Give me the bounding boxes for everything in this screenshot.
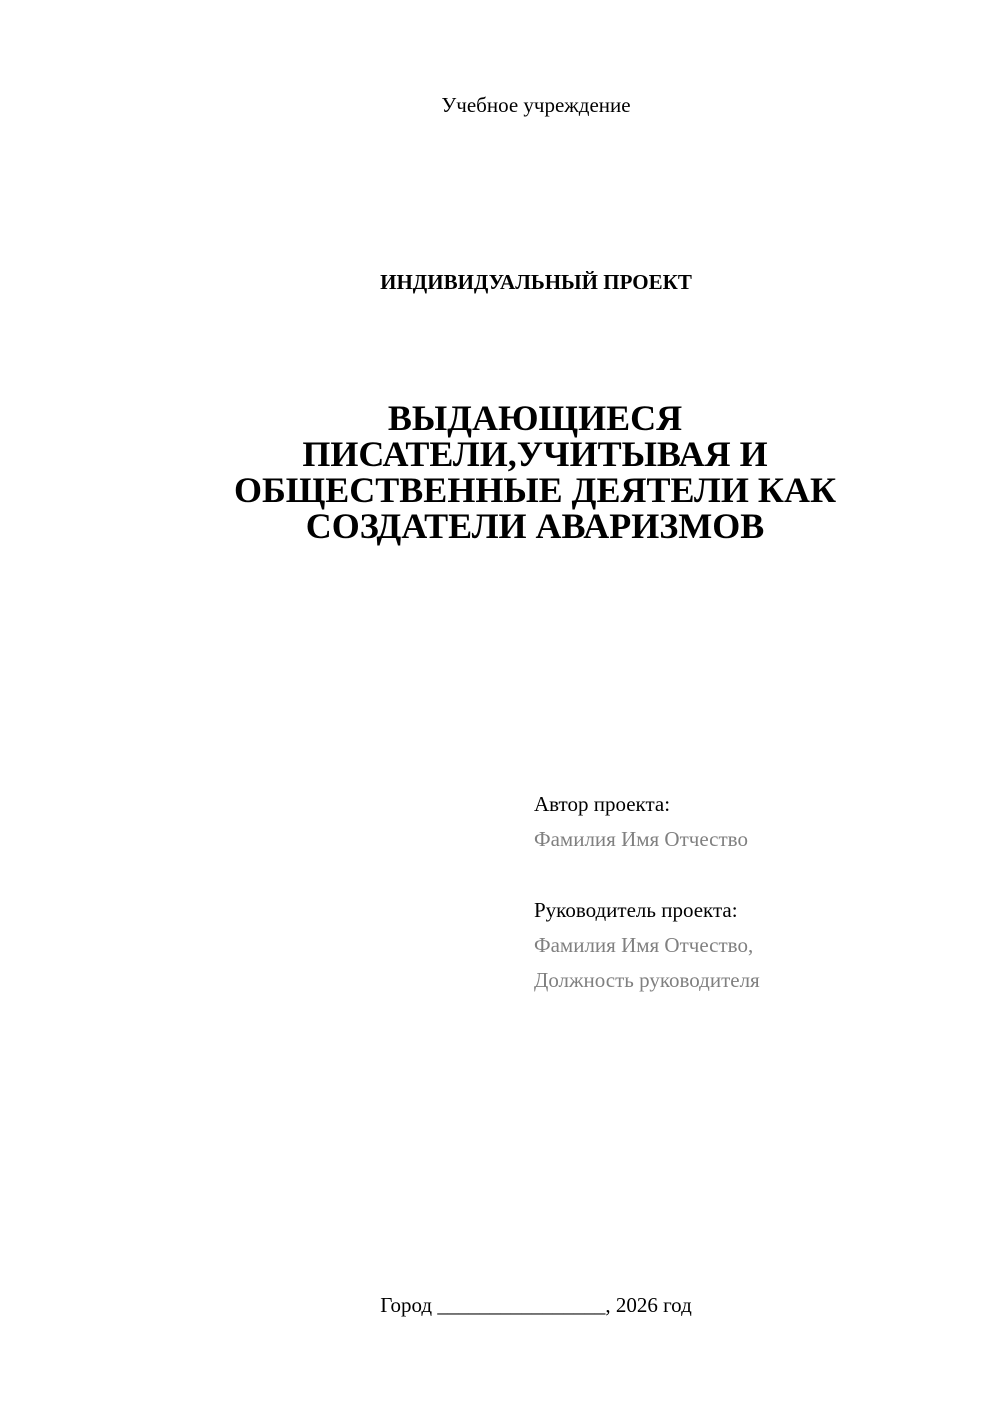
project-title-line: ПИСАТЕЛИ,УЧИТЫВАЯ И [302, 434, 768, 474]
institution-name: Учебное учреждение [441, 93, 631, 117]
project-type-heading: ИНДИВИДУАЛЬНЫЙ ПРОЕКТ [380, 270, 692, 294]
spacer [534, 857, 974, 893]
project-title-line: ВЫДАЮЩИЕСЯ [387, 398, 683, 438]
project-info-block [534, 787, 974, 998]
project-title [150, 400, 920, 544]
author-name-placeholder: Фамилия Имя Отчество [534, 827, 748, 851]
project-title-line: СОЗДАТЕЛИ АВАРИЗМОВ [305, 506, 765, 546]
project-title-line: ОБЩЕСТВЕННЫЕ ДЕЯТЕЛИ КАК [233, 470, 837, 510]
supervisor-position-placeholder: Должность руководителя [534, 968, 760, 992]
city-year-line: Город ________________, 2026 год [380, 1293, 692, 1317]
supervisor-label: Руководитель проекта: [534, 898, 738, 922]
author-label: Автор проекта: [534, 792, 671, 816]
supervisor-name-placeholder: Фамилия Имя Отчество, [534, 933, 754, 957]
